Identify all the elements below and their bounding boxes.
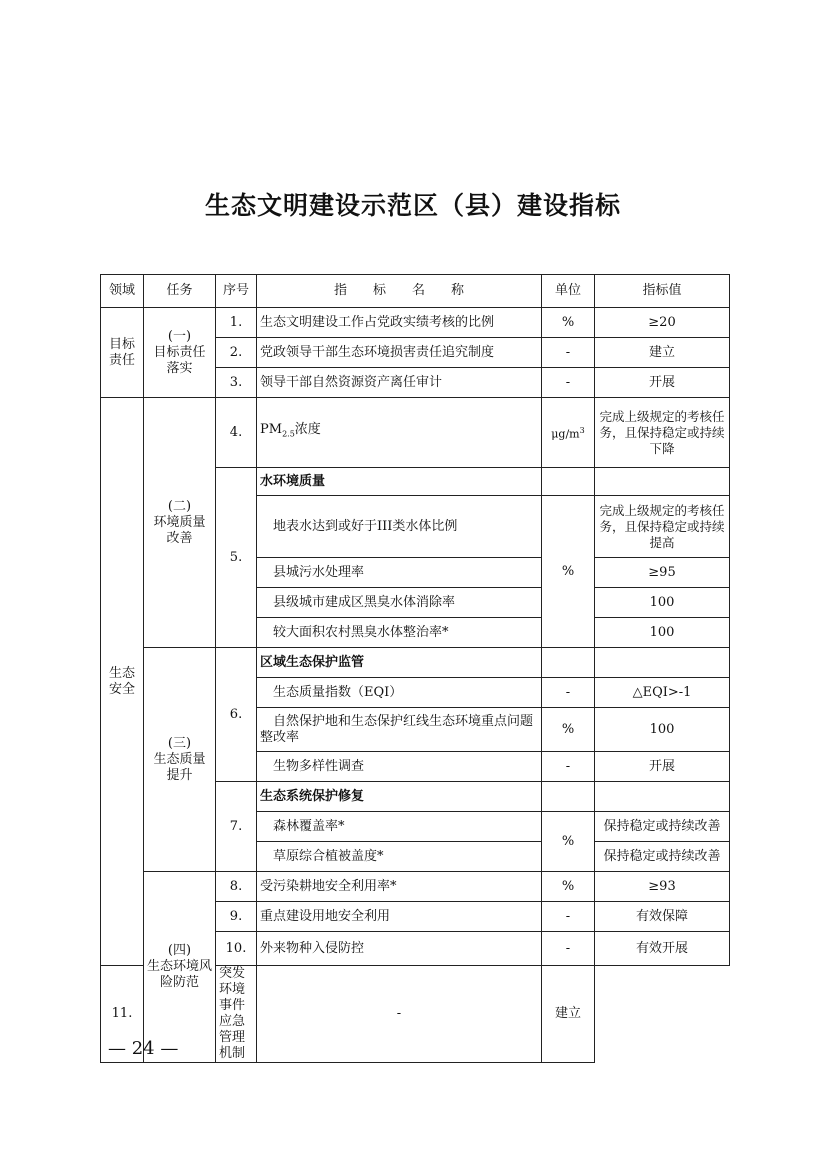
value-cell: 100: [595, 708, 730, 752]
unit-cell: %: [542, 872, 595, 902]
indicator-name: $PM_{2.5}$浓度: [257, 398, 542, 468]
value-cell: 100: [595, 588, 730, 618]
indicator-name: 领导干部自然资源资产离任审计: [257, 368, 542, 398]
value-cell: 保持稳定或持续改善: [595, 842, 730, 872]
unit-cell: $\mu g/m^3$: [542, 398, 595, 468]
indicator-name: 森林覆盖率*: [257, 812, 542, 842]
unit-cell: -: [542, 902, 595, 932]
row-number: 3.: [216, 368, 257, 398]
unit-cell: -: [542, 678, 595, 708]
indicator-name: 党政领导干部生态环境损害责任追究制度: [257, 338, 542, 368]
unit-cell: -: [542, 932, 595, 966]
indicator-name: 地表水达到或好于III类水体比例: [257, 496, 542, 558]
indicator-group-heading: 生态系统保护修复: [257, 782, 542, 812]
indicator-name: 重点建设用地安全利用: [257, 902, 542, 932]
unit-cell: %: [542, 708, 595, 752]
value-cell: [595, 782, 730, 812]
indicator-table: [100, 274, 730, 1063]
indicator-name: 生物多样性调查: [257, 752, 542, 782]
indicator-name: 外来物种入侵防控: [257, 932, 542, 966]
row-number: 10.: [216, 932, 257, 966]
value-cell: [595, 648, 730, 678]
page-title: 生态文明建设示范区（县）建设指标: [204, 191, 621, 220]
indicator-name: 生态质量指数（EQI）: [257, 678, 542, 708]
indicator-group-heading: 水环境质量: [257, 468, 542, 496]
row-number: 4.: [216, 398, 257, 468]
row-number: 7.: [216, 782, 257, 872]
value-cell: 100: [595, 618, 730, 648]
row-number: 2.: [216, 338, 257, 368]
unit-cell: %: [542, 496, 595, 648]
value-cell: [595, 468, 730, 496]
indicator-name: 受污染耕地安全利用率*: [257, 872, 542, 902]
indicator-group-heading: 区域生态保护监管: [257, 648, 542, 678]
page-number: — 24 —: [108, 1038, 179, 1059]
value-cell: 有效开展: [595, 932, 730, 966]
value-cell: 保持稳定或持续改善: [595, 812, 730, 842]
unit-cell: %: [542, 308, 595, 338]
unit-cell: %: [542, 812, 595, 872]
unit-cell: -: [542, 368, 595, 398]
indicator-name: 生态文明建设工作占党政实绩考核的比例: [257, 308, 542, 338]
value-cell: 完成上级规定的考核任务，且保持稳定或持续提高: [595, 496, 730, 558]
task-cell: (三) 生态质量 提升: [144, 648, 216, 872]
row-number: 8.: [216, 872, 257, 902]
domain-cell: 目标 责任: [101, 308, 144, 398]
value-cell: 建立: [595, 338, 730, 368]
task-cell: (四) 生态环境风 险防范: [144, 872, 216, 1063]
row-number: 5.: [216, 468, 257, 648]
col-header-unit: 单位: [542, 275, 595, 308]
unit-cell: [542, 468, 595, 496]
domain-cell: 生态 安全: [101, 398, 144, 966]
col-header-domain: 领域: [101, 275, 144, 308]
col-header-indicator-name: 指 标 名 称: [257, 275, 542, 308]
value-cell: ≥20: [595, 308, 730, 338]
indicator-name: 县城污水处理率: [257, 558, 542, 588]
table-row: [101, 398, 730, 468]
task-cell: (二) 环境质量 改善: [144, 398, 216, 648]
value-cell: 开展: [595, 368, 730, 398]
task-cell: (一) 目标责任 落实: [144, 308, 216, 398]
indicator-name: 县级城市建成区黑臭水体消除率: [257, 588, 542, 618]
indicator-name: 较大面积农村黑臭水体整治率*: [257, 618, 542, 648]
row-number: 6.: [216, 648, 257, 782]
unit-cell: -: [257, 966, 542, 1063]
indicator-name: 突发环境事件应急管理机制: [216, 966, 257, 1063]
value-cell: 有效保障: [595, 902, 730, 932]
indicator-name: 草原综合植被盖度*: [257, 842, 542, 872]
value-cell: △EQI>-1: [595, 678, 730, 708]
table-header-row: [101, 275, 730, 308]
value-cell: ≥93: [595, 872, 730, 902]
value-cell: ≥95: [595, 558, 730, 588]
value-cell: 完成上级规定的考核任务，且保持稳定或持续下降: [595, 398, 730, 468]
unit-cell: [542, 648, 595, 678]
unit-cell: -: [542, 338, 595, 368]
unit-cell: [542, 782, 595, 812]
value-cell: 开展: [595, 752, 730, 782]
row-number: 9.: [216, 902, 257, 932]
value-cell: 建立: [542, 966, 595, 1063]
row-number: 1.: [216, 308, 257, 338]
table-row: [101, 872, 730, 902]
col-header-target-value: 指标值: [595, 275, 730, 308]
col-header-number: 序号: [216, 275, 257, 308]
row-number: 11.: [101, 966, 144, 1063]
table-row: [101, 308, 730, 338]
table-row: [101, 648, 730, 678]
unit-cell: -: [542, 752, 595, 782]
indicator-name: 自然保护地和生态保护红线生态环境重点问题整改率: [257, 708, 542, 752]
col-header-task: 任务: [144, 275, 216, 308]
